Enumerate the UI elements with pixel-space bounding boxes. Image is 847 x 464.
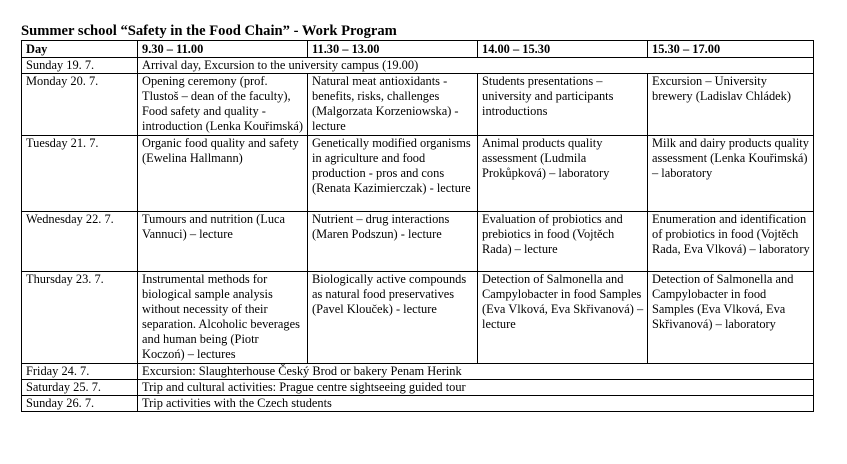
table-header-row [22,41,814,58]
activity-cell: Excursion – University brewery (Ladislav Chládek) [648,74,814,135]
table-row [22,379,814,395]
activity-cell: Students presentations – university and participants introductions [478,74,648,135]
activity-cell: Evaluation of probiotics and prebiotics in food (Vojtěch Rada) – lecture [478,211,648,271]
header-slot-2: 11.30 – 13.00 [308,41,478,58]
header-slot-4: 15.30 – 17.00 [648,41,814,58]
table-row [22,395,814,411]
header-slot-1: 9.30 – 11.00 [138,41,308,58]
work-program-table [21,40,814,412]
header-slot-3: 14.00 – 15.30 [478,41,648,58]
activity-cell: Animal products quality assessment (Ludmila Prokůpková) – laboratory [478,135,648,211]
document-title: Summer school “Safety in the Food Chain” - Work Program [21,23,397,39]
day-cell: Thursday 23. 7. [22,271,138,363]
table-row [22,271,814,363]
day-cell: Wednesday 22. 7. [22,211,138,271]
full-day-activity-cell: Excursion: Slaughterhouse Český Brod or bakery Penam Herink [138,363,814,379]
full-day-activity-cell: Arrival day, Excursion to the university campus (19.00) [138,58,814,74]
day-cell: Sunday 19. 7. [22,58,138,74]
table-row [22,135,814,211]
activity-cell: Instrumental methods for biological sample analysis without necessity of their separation. Alcoholic beverages and human being (Piotr Koczoń) – lectures [138,271,308,363]
table-row [22,58,814,74]
activity-cell: Genetically modified organisms in agriculture and food production - pros and cons (Renata Kazimierczak) - lecture [308,135,478,211]
activity-cell: Detection of Salmonella and Campylobacter in food Samples (Eva Vlková, Eva Skřivanová) – lecture [478,271,648,363]
day-cell: Sunday 26. 7. [22,395,138,411]
full-day-activity-cell: Trip and cultural activities: Prague centre sightseeing guided tour [138,379,814,395]
day-cell: Friday 24. 7. [22,363,138,379]
table-row [22,74,814,135]
activity-cell: Enumeration and identification of probiotics in food (Vojtěch Rada, Eva Vlková) – laboratory [648,211,814,271]
header-day: Day [22,41,138,58]
activity-cell: Detection of Salmonella and Campylobacter in food Samples (Eva Vlková, Eva Skřivanová) – laboratory [648,271,814,363]
full-day-activity-cell: Trip activities with the Czech students [138,395,814,411]
day-cell: Saturday 25. 7. [22,379,138,395]
activity-cell: Biologically active compounds as natural food preservatives (Pavel Klouček) - lecture [308,271,478,363]
activity-cell: Tumours and nutrition (Luca Vannuci) – lecture [138,211,308,271]
activity-cell: Nutrient – drug interactions (Maren Podszun) - lecture [308,211,478,271]
activity-cell: Organic food quality and safety (Ewelina Hallmann) [138,135,308,211]
table-row [22,363,814,379]
table-row [22,211,814,271]
activity-cell: Natural meat antioxidants - benefits, risks, challenges (Malgorzata Korzeniowska) - lecture [308,74,478,135]
day-cell: Monday 20. 7. [22,74,138,135]
activity-cell: Milk and dairy products quality assessment (Lenka Kouřimská) – laboratory [648,135,814,211]
day-cell: Tuesday 21. 7. [22,135,138,211]
activity-cell: Opening ceremony (prof. Tlustoš – dean of the faculty), Food safety and quality - introduction (Lenka Kouřimská) [138,74,308,135]
